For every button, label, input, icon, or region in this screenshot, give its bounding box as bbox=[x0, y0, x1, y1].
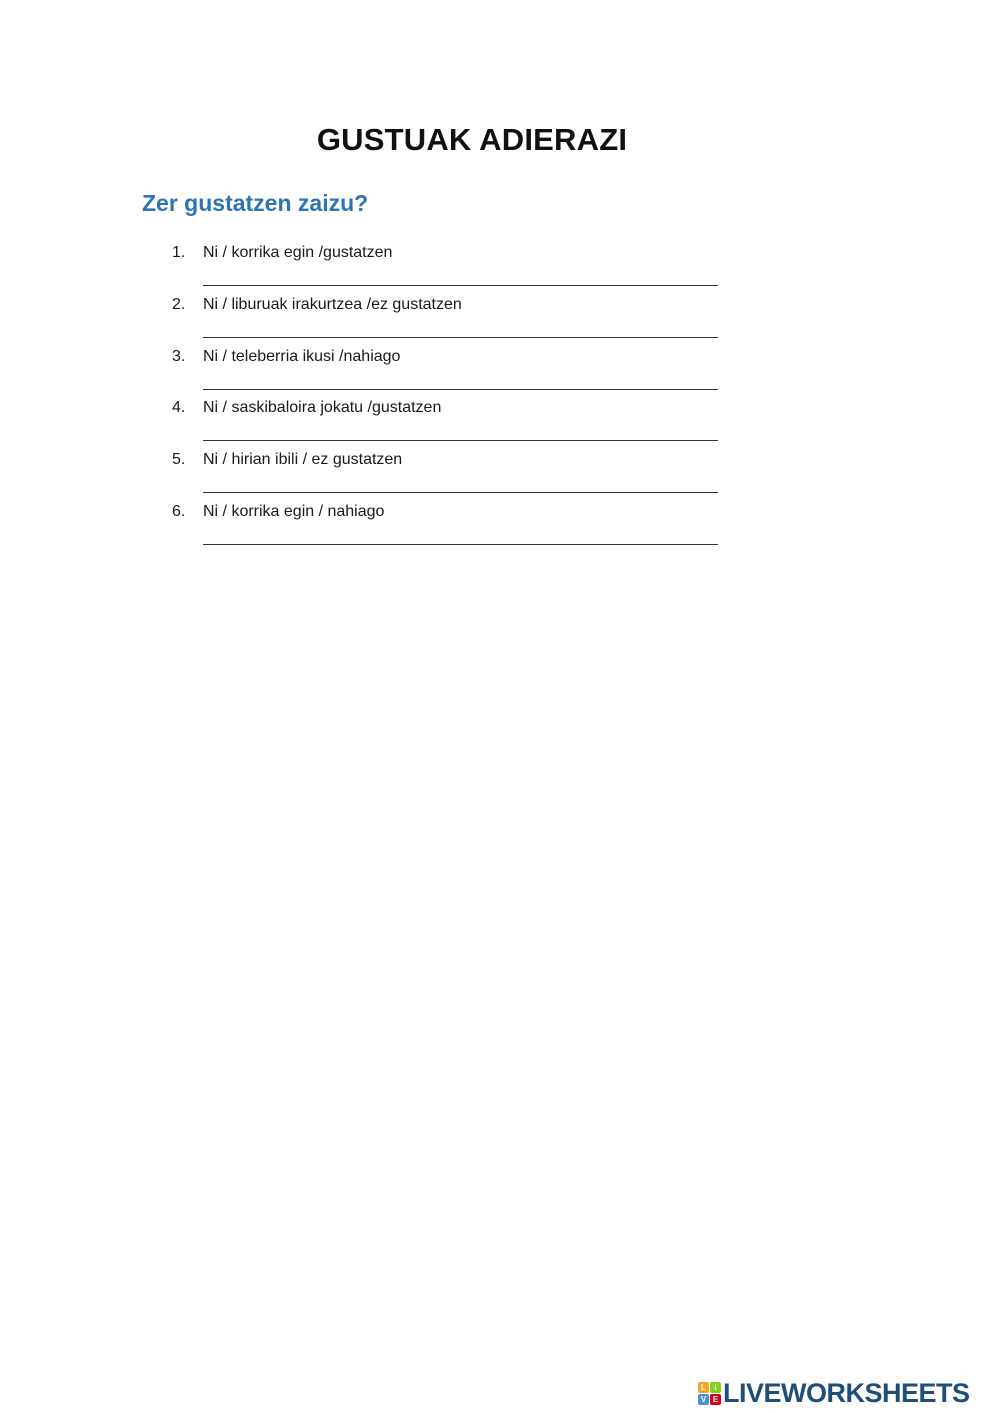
item-prompt: Ni / hirian ibili / ez gustatzen bbox=[203, 451, 403, 469]
logo-text: LIVEWORKSHEETS bbox=[723, 1378, 970, 1408]
answer-input[interactable] bbox=[203, 337, 718, 338]
answer-input[interactable] bbox=[203, 492, 718, 493]
liveworksheets-logo bbox=[698, 1378, 970, 1409]
item-prompt: Ni / korrika egin /gustatzen bbox=[203, 244, 393, 261]
item-number: 4. bbox=[172, 399, 186, 417]
answer-input[interactable] bbox=[203, 544, 718, 545]
item-prompt: Ni / liburuak irakurtzea /ez gustatzen bbox=[203, 295, 462, 313]
answer-input[interactable] bbox=[203, 389, 718, 390]
logo-mark-letter: E bbox=[710, 1394, 721, 1405]
item-number: 5. bbox=[172, 451, 186, 469]
page-title: GUSTUAK ADIERAZI bbox=[316, 122, 628, 157]
item-prompt: Ni / teleberria ikusi /nahiago bbox=[203, 347, 401, 365]
exercise-item bbox=[172, 243, 732, 295]
item-number: 2. bbox=[172, 295, 186, 313]
exercise-item bbox=[172, 347, 732, 399]
exercise-list bbox=[172, 243, 732, 554]
logo-mark-icon bbox=[698, 1382, 721, 1405]
exercise-item bbox=[172, 502, 732, 554]
exercise-item bbox=[172, 450, 732, 502]
answer-input[interactable] bbox=[203, 440, 718, 441]
page-subtitle: Zer gustatzen zaizu? bbox=[142, 190, 369, 216]
item-number: 3. bbox=[172, 347, 186, 365]
exercise-item bbox=[172, 295, 732, 347]
item-prompt: Ni / korrika egin / nahiago bbox=[203, 502, 385, 520]
logo-mark-letter: V bbox=[698, 1394, 709, 1405]
logo-mark-letter: L bbox=[698, 1382, 709, 1393]
logo-mark-letter: I bbox=[710, 1382, 721, 1393]
item-number: 6. bbox=[172, 502, 186, 520]
answer-input[interactable] bbox=[203, 285, 718, 286]
item-number: 1. bbox=[172, 244, 186, 261]
item-prompt: Ni / saskibaloira jokatu /gustatzen bbox=[203, 399, 442, 417]
exercise-item bbox=[172, 398, 732, 450]
